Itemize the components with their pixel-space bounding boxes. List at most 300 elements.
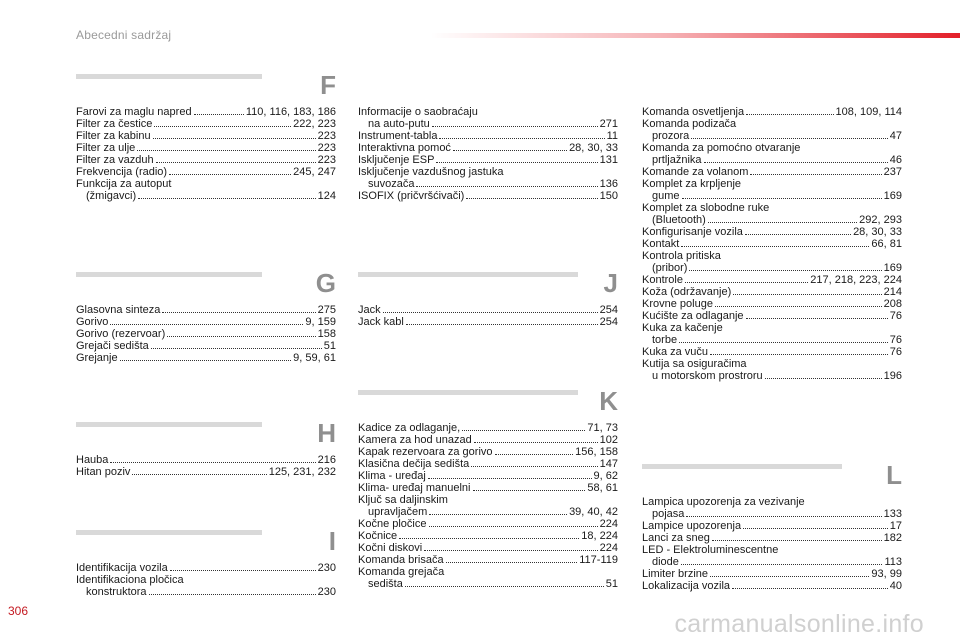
index-entry-row	[358, 178, 618, 190]
index-entry-name: Kočni diskovi	[358, 542, 423, 554]
index-entry-pages: 76	[889, 334, 902, 346]
index-entry-pages: 275	[317, 304, 336, 316]
index-entry-row	[358, 154, 618, 166]
index-entry-name: prtljažnika	[652, 154, 702, 166]
index-entry-name: Koža (održavanje)	[642, 286, 732, 298]
index-entry	[358, 566, 618, 590]
index-entry-row	[358, 542, 618, 554]
index-entry-row	[358, 446, 618, 458]
index-entry-name: prozora	[652, 130, 690, 142]
dot-leader	[154, 126, 291, 127]
index-entry-pages: 113	[884, 556, 902, 568]
index-entry	[642, 298, 902, 310]
dot-leader	[686, 516, 881, 517]
index-entry	[642, 496, 902, 520]
index-entry-pages: 254	[599, 304, 618, 316]
index-entry-pages: 169	[883, 190, 902, 202]
index-entry-name: Komanda osvetljenja	[642, 106, 745, 118]
index-entry-name: Klima - uređaj	[358, 470, 426, 482]
index-entry-row	[642, 106, 902, 118]
dot-leader	[167, 336, 315, 337]
index-entry	[76, 142, 336, 154]
index-entry-pages: 125, 231, 232	[268, 466, 336, 478]
index-entry-name: Farovi za maglu napred	[76, 106, 192, 118]
dot-leader	[399, 538, 579, 539]
index-entry-row	[642, 580, 902, 592]
index-entry-pages: 66, 81	[871, 238, 902, 250]
section-h	[76, 418, 336, 478]
index-entry	[358, 434, 618, 446]
section-k	[358, 386, 618, 590]
index-entry-heading: Komplet za slobodne ruke	[642, 202, 770, 214]
index-entry-row	[642, 214, 902, 226]
index-entry-row	[358, 130, 618, 142]
index-entry	[642, 166, 902, 178]
index-entry-row	[76, 190, 336, 202]
index-entry-heading: Lampica upozorenja za vezivanje	[642, 496, 805, 508]
index-entry-row	[358, 482, 618, 494]
index-entry-pages: 158	[317, 328, 336, 340]
dot-leader	[383, 312, 598, 313]
index-entry	[642, 310, 902, 322]
index-entry-row	[642, 520, 902, 532]
index-entry-row	[76, 328, 336, 340]
index-entry	[76, 106, 336, 118]
dot-leader	[462, 430, 585, 431]
dot-leader	[732, 588, 888, 589]
section-i	[76, 526, 336, 598]
dot-leader	[110, 462, 315, 463]
dot-leader	[733, 294, 881, 295]
index-entry	[358, 304, 618, 316]
index-entry-pages: 136	[599, 178, 618, 190]
index-entry	[642, 286, 902, 298]
index-entry-pages: 58, 61	[587, 482, 618, 494]
index-entry-name: Instrument-tabla	[358, 130, 438, 142]
index-entry-row	[76, 106, 336, 118]
index-entry	[642, 106, 902, 118]
header-accent-bar	[430, 33, 960, 38]
index-entry-row	[76, 586, 336, 598]
index-entry-name: Konfigurisanje vozila	[642, 226, 743, 238]
index-entry	[358, 542, 618, 554]
dot-leader	[708, 222, 857, 223]
index-entry-row	[642, 556, 902, 568]
index-entry-pages: 47	[889, 130, 902, 142]
index-entry	[358, 130, 618, 142]
index-entry-name: Krovne poluge	[642, 298, 713, 310]
dot-leader	[110, 324, 303, 325]
index-entry-pages: 223	[317, 130, 336, 142]
index-entry-name: (žmigavci)	[86, 190, 137, 202]
index-entry-pages: 71, 73	[587, 422, 618, 434]
index-entry-name: suvozača	[368, 178, 415, 190]
index-entry-name: Komanda brisača	[358, 554, 444, 566]
dot-leader	[194, 114, 244, 115]
section-l	[642, 460, 902, 592]
index-entry-name: Lampice upozorenja	[642, 520, 742, 532]
index-entry-name: Limiter brzine	[642, 568, 709, 580]
index-entry	[642, 532, 902, 544]
index-entry-pages: 208	[883, 298, 902, 310]
index-entry-name: Kuka za vuču	[642, 346, 709, 358]
index-entry-name: Hauba	[76, 454, 109, 466]
dot-leader	[685, 282, 808, 283]
index-entry-pages: 223	[317, 142, 336, 154]
index-entry-name: upravljačem	[368, 506, 428, 518]
section-letter-j: J	[603, 268, 618, 298]
index-entry-row	[358, 578, 618, 590]
index-entry-pages: 224	[599, 542, 618, 554]
index-entry-pages: 76	[889, 310, 902, 322]
dot-leader	[474, 442, 598, 443]
index-entry-name: Filter za čestice	[76, 118, 153, 130]
section-k-continued	[642, 106, 902, 382]
watermark-text: carmanualsonline.info	[674, 610, 924, 638]
section-rule	[76, 272, 262, 277]
index-entry	[358, 166, 618, 190]
index-entry-row	[358, 190, 618, 202]
index-entry-pages: 9, 159	[305, 316, 336, 328]
section-rule	[76, 74, 262, 79]
index-entry	[358, 142, 618, 154]
index-entry-pages: 182	[883, 532, 902, 544]
index-entry	[76, 166, 336, 178]
dot-leader	[471, 466, 597, 467]
index-entry-name: pojasa	[652, 508, 685, 520]
index-list-l	[642, 496, 902, 592]
index-entry-pages: 254	[599, 316, 618, 328]
index-entry-heading: Funkcija za autoput	[76, 178, 172, 190]
index-entry-name: Filter za ulje	[76, 142, 136, 154]
index-list-k	[358, 422, 618, 590]
index-entry-row	[642, 298, 902, 310]
dot-leader	[746, 114, 833, 115]
dot-leader	[681, 564, 883, 565]
index-entry-row	[642, 262, 902, 274]
index-entry-pages: 9, 62	[593, 470, 618, 482]
dot-leader	[120, 360, 292, 361]
index-entry-name: Grejanje	[76, 352, 118, 364]
index-entry	[76, 340, 336, 352]
index-entry-pages: 150	[599, 190, 618, 202]
index-entry-name: konstruktora	[86, 586, 147, 598]
index-entry-pages: 17	[889, 520, 902, 532]
index-entry-row	[76, 454, 336, 466]
index-entry-name: Lanci za sneg	[642, 532, 710, 544]
index-entry-row	[642, 310, 902, 322]
index-entry-row	[358, 554, 618, 566]
index-entry	[358, 458, 618, 470]
dot-leader	[691, 138, 887, 139]
index-entry	[76, 316, 336, 328]
index-list-i-continued	[358, 106, 618, 202]
index-entry-row	[642, 286, 902, 298]
index-entry	[642, 568, 902, 580]
index-entry-name: Klasična dečija sedišta	[358, 458, 470, 470]
index-entry-row	[76, 562, 336, 574]
index-entry-name: Kamera za hod unazad	[358, 434, 472, 446]
index-entry-row	[76, 130, 336, 142]
index-entry-row	[358, 422, 618, 434]
index-entry-pages: 169	[883, 262, 902, 274]
index-entry-heading: Kontrola pritiska	[642, 250, 721, 262]
index-entry-name: Glasovna sinteza	[76, 304, 161, 316]
index-entry-name: Interaktivna pomoć	[358, 142, 451, 154]
index-entry-row	[642, 346, 902, 358]
index-entry-pages: 196	[883, 370, 902, 382]
section-rule	[358, 272, 578, 277]
index-entry	[642, 358, 902, 382]
index-list-i	[76, 562, 336, 598]
index-entry	[358, 554, 618, 566]
section-letter-l: L	[886, 460, 902, 490]
index-entry	[76, 130, 336, 142]
dot-leader	[153, 138, 316, 139]
index-entry-pages: 245, 247	[293, 166, 336, 178]
dot-leader	[169, 174, 291, 175]
index-entry	[76, 118, 336, 130]
index-entry-row	[358, 434, 618, 446]
index-entry-pages: 237	[883, 166, 902, 178]
index-entry	[76, 574, 336, 598]
index-entry-pages: 110, 116, 183, 186	[245, 106, 336, 118]
index-entry	[358, 316, 618, 328]
index-entry-name: Kadice za odlaganje,	[358, 422, 461, 434]
index-entry-pages: 51	[323, 340, 336, 352]
index-entry-name: diode	[652, 556, 679, 568]
index-entry-pages: 292, 293	[859, 214, 902, 226]
section-rule	[358, 390, 578, 395]
index-entry-row	[76, 118, 336, 130]
index-entry-row	[76, 154, 336, 166]
index-entry	[642, 226, 902, 238]
index-entry-pages: 230	[317, 562, 336, 574]
index-entry-pages: 40	[889, 580, 902, 592]
index-entry	[358, 446, 618, 458]
index-entry	[642, 274, 902, 286]
index-list-f	[76, 106, 336, 202]
index-entry-pages: 76	[889, 346, 902, 358]
index-entry-row	[642, 226, 902, 238]
index-entry	[642, 322, 902, 346]
index-entry-pages: 224	[599, 518, 618, 530]
index-entry-heading: Isključenje vazdušnog jastuka	[358, 166, 504, 178]
dot-leader	[156, 162, 316, 163]
index-entry	[642, 520, 902, 532]
dot-leader	[745, 234, 851, 235]
index-entry-heading: Komanda podizača	[642, 118, 737, 130]
index-entry	[358, 154, 618, 166]
index-entry-row	[642, 130, 902, 142]
index-entry-name: na auto-putu	[368, 118, 430, 130]
dot-leader	[429, 514, 567, 515]
index-entry-row	[642, 166, 902, 178]
dot-leader	[681, 246, 869, 247]
dot-leader	[453, 150, 567, 151]
index-entry-row	[358, 518, 618, 530]
dot-leader	[715, 306, 882, 307]
section-letter-g: G	[315, 268, 336, 298]
index-entry-heading: Identifikaciona pločica	[76, 574, 184, 586]
section-i-continued	[358, 106, 618, 202]
index-entry-name: Kontrole	[642, 274, 683, 286]
index-entry-pages: 108, 109, 114	[835, 106, 902, 118]
index-entry-row	[642, 154, 902, 166]
index-entry-row	[358, 304, 618, 316]
index-entry-pages: 117-119	[579, 554, 618, 566]
index-entry-name: (Bluetooth)	[652, 214, 706, 226]
index-list-j	[358, 304, 618, 328]
dot-leader	[170, 570, 316, 571]
index-entry-row	[76, 304, 336, 316]
index-entry-pages: 11	[606, 130, 618, 142]
dot-leader	[149, 594, 316, 595]
index-entry-pages: 9, 59, 61	[293, 352, 336, 364]
index-entry-row	[642, 532, 902, 544]
index-entry	[358, 494, 618, 518]
dot-leader	[679, 342, 888, 343]
index-entry-row	[642, 190, 902, 202]
index-entry-pages: 51	[605, 578, 618, 590]
dot-leader	[432, 126, 598, 127]
index-entry-name: Lokalizacija vozila	[642, 580, 731, 592]
index-entry-pages: 18, 224	[581, 530, 618, 542]
index-entry-name: Komande za volanom	[642, 166, 749, 178]
dot-leader	[439, 138, 604, 139]
index-entry-name: u motorskom prostroru	[652, 370, 763, 382]
dot-leader	[429, 526, 598, 527]
index-entry	[642, 202, 902, 226]
section-letter-f: F	[320, 70, 336, 100]
index-list-h	[76, 454, 336, 478]
index-entry-pages: 222, 223	[293, 118, 336, 130]
dot-leader	[162, 312, 315, 313]
index-entry-name: Jack	[358, 304, 381, 316]
section-letter-h: H	[317, 418, 336, 448]
index-entry-name: Jack kabl	[358, 316, 404, 328]
index-entry-row	[642, 238, 902, 250]
index-entry-name: Filter za vazduh	[76, 154, 154, 166]
index-entry-heading: Ključ sa daljinskim	[358, 494, 448, 506]
dot-leader	[446, 562, 578, 563]
index-entry-pages: 147	[599, 458, 618, 470]
index-entry-name: Kapak rezervoara za gorivo	[358, 446, 493, 458]
dot-leader	[151, 348, 322, 349]
index-entry	[642, 346, 902, 358]
index-entry-row	[642, 568, 902, 580]
dot-leader	[424, 550, 597, 551]
index-entry-row	[76, 352, 336, 364]
index-entry-name: torbe	[652, 334, 678, 346]
dot-leader	[473, 490, 586, 491]
section-f	[76, 70, 336, 202]
index-entry-row	[76, 142, 336, 154]
index-entry-heading: Kutija sa osiguračima	[642, 358, 747, 370]
index-entry	[76, 178, 336, 202]
index-entry-heading: Komplet za krpljenje	[642, 178, 742, 190]
dot-leader	[746, 318, 888, 319]
dot-leader	[138, 198, 316, 199]
dot-leader	[710, 354, 888, 355]
index-entry-pages: 131	[599, 154, 618, 166]
index-entry-heading: LED - Elektroluminescentne	[642, 544, 779, 556]
dot-leader	[137, 150, 315, 151]
index-entry-row	[642, 508, 902, 520]
index-entry-row	[358, 470, 618, 482]
index-entry-pages: 223	[317, 154, 336, 166]
section-letter-i: I	[328, 526, 336, 556]
section-rule	[642, 464, 842, 469]
index-entry-name: Identifikacija vozila	[76, 562, 168, 574]
index-entry-name: Filter za kabinu	[76, 130, 151, 142]
index-entry-pages: 214	[883, 286, 902, 298]
index-entry	[76, 352, 336, 364]
index-entry	[76, 328, 336, 340]
index-entry-pages: 133	[883, 508, 902, 520]
index-list-k-continued	[642, 106, 902, 382]
index-entry-pages: 46	[889, 154, 902, 166]
dot-leader	[466, 198, 597, 199]
index-entry-heading: Komanda za pomoćno otvaranje	[642, 142, 801, 154]
dot-leader	[750, 174, 881, 175]
index-entry-heading: Kuka za kačenje	[642, 322, 723, 334]
index-entry-pages: 216	[317, 454, 336, 466]
index-entry	[642, 118, 902, 142]
index-entry-pages: 28, 30, 33	[853, 226, 902, 238]
index-entry-row	[358, 316, 618, 328]
dot-leader	[704, 162, 888, 163]
section-rule	[76, 530, 262, 535]
index-entry-row	[76, 466, 336, 478]
index-entry-name: Hitan poziv	[76, 466, 131, 478]
index-entry-name: Klima- uređaj manuelni	[358, 482, 471, 494]
section-letter-k: K	[599, 386, 618, 416]
index-entry	[642, 250, 902, 274]
dot-leader	[765, 378, 882, 379]
index-entry-row	[358, 458, 618, 470]
index-entry-row	[642, 370, 902, 382]
dot-leader	[416, 186, 597, 187]
index-entry	[642, 142, 902, 166]
dot-leader	[712, 540, 882, 541]
index-entry-pages: 39, 40, 42	[569, 506, 618, 518]
index-entry-heading: Informacije o saobraćaju	[358, 106, 478, 118]
index-entry-pages: 230	[317, 586, 336, 598]
index-entry	[642, 238, 902, 250]
dot-leader	[743, 528, 888, 529]
index-entry	[76, 562, 336, 574]
index-entry-name: Kontakt	[642, 238, 680, 250]
index-entry-row	[642, 334, 902, 346]
index-list-g	[76, 304, 336, 364]
index-entry-row	[358, 506, 618, 518]
index-entry-pages: 271	[599, 118, 618, 130]
index-entry-row	[358, 142, 618, 154]
index-entry-pages: 124	[317, 190, 336, 202]
index-entry	[76, 466, 336, 478]
page-header-title: Abecedni sadržaj	[76, 28, 172, 42]
index-entry-row	[358, 118, 618, 130]
index-entry-name: Kočnice	[358, 530, 398, 542]
index-entry-name: Kočne pločice	[358, 518, 427, 530]
index-entry-row	[642, 274, 902, 286]
dot-leader	[428, 478, 592, 479]
index-entry	[358, 190, 618, 202]
index-entry	[642, 544, 902, 568]
dot-leader	[710, 576, 869, 577]
index-entry-pages: 156, 158	[575, 446, 618, 458]
